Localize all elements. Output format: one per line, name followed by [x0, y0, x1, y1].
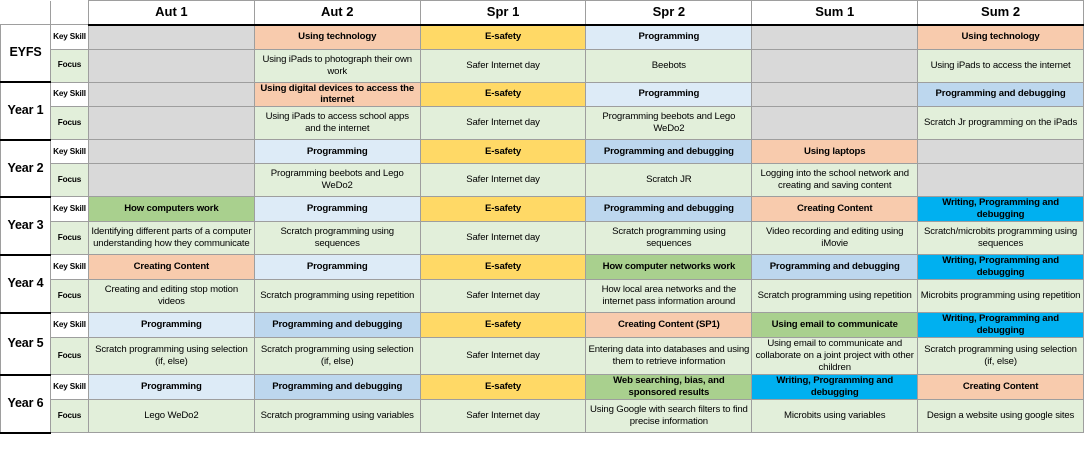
year-label[interactable]: Year 4	[1, 255, 51, 313]
focus-cell[interactable]: Scratch programming using selection (if, else)	[254, 338, 420, 375]
year-label[interactable]: Year 3	[1, 197, 51, 255]
focus-cell[interactable]: Safer Internet day	[420, 338, 586, 375]
key-skill-cell[interactable]: Programming and debugging	[752, 255, 918, 280]
key-skill-cell[interactable]: Creating Content	[88, 255, 254, 280]
focus-cell[interactable]: Programming beebots and Lego WeDo2	[586, 107, 752, 140]
year-label[interactable]: EYFS	[1, 25, 51, 83]
key-skill-cell[interactable]: Writing, Programming and debugging	[918, 255, 1084, 280]
key-skill-cell[interactable]: E-safety	[420, 140, 586, 164]
focus-cell[interactable]: How local area networks and the internet pass information around	[586, 280, 752, 313]
focus-cell[interactable]: Video recording and editing using iMovie	[752, 222, 918, 255]
focus-cell[interactable]: Scratch programming using selection (if, else)	[88, 338, 254, 375]
focus-row	[1, 400, 1084, 433]
focus-label[interactable]: Focus	[50, 222, 88, 255]
term-header[interactable]: Spr 1	[420, 1, 586, 25]
focus-cell[interactable]: Safer Internet day	[420, 49, 586, 82]
focus-cell[interactable]: Using iPads to access school apps and the internet	[254, 107, 420, 140]
focus-cell[interactable]: Lego WeDo2	[88, 400, 254, 433]
term-header[interactable]: Sum 1	[752, 1, 918, 25]
focus-row	[1, 107, 1084, 140]
key-skill-cell[interactable]: E-safety	[420, 375, 586, 400]
key-skill-cell[interactable]: Programming and debugging	[586, 197, 752, 222]
key-skill-cell[interactable]: Using email to communicate	[752, 313, 918, 338]
key-skill-label[interactable]: Key Skill	[50, 255, 88, 280]
focus-cell[interactable]: Scratch programming using selection (if, else)	[918, 338, 1084, 375]
focus-cell[interactable]: Scratch programming using sequences	[586, 222, 752, 255]
focus-row	[1, 164, 1084, 197]
key-skill-cell[interactable]	[752, 25, 918, 50]
key-skill-label[interactable]: Key Skill	[50, 140, 88, 164]
key-skill-cell[interactable]: Web searching, bias, and sponsored results	[586, 375, 752, 400]
focus-cell[interactable]: Using iPads to photograph their own work	[254, 49, 420, 82]
focus-label[interactable]: Focus	[50, 280, 88, 313]
focus-cell[interactable]: Scratch JR	[586, 164, 752, 197]
focus-cell[interactable]: Safer Internet day	[420, 164, 586, 197]
key-skill-cell[interactable]: How computers work	[88, 197, 254, 222]
focus-cell[interactable]	[88, 49, 254, 82]
key-skill-cell[interactable]	[918, 140, 1084, 164]
key-skill-cell[interactable]: Using technology	[918, 25, 1084, 50]
key-skill-cell[interactable]: Programming and debugging	[918, 82, 1084, 107]
year-label[interactable]: Year 6	[1, 375, 51, 433]
focus-cell[interactable]: Safer Internet day	[420, 280, 586, 313]
year-label[interactable]: Year 5	[1, 313, 51, 375]
year-label[interactable]: Year 2	[1, 140, 51, 197]
key-skill-cell[interactable]: How computer networks work	[586, 255, 752, 280]
focus-label[interactable]: Focus	[50, 338, 88, 375]
focus-label[interactable]: Focus	[50, 107, 88, 140]
focus-cell[interactable]: Safer Internet day	[420, 107, 586, 140]
corner-cell	[1, 1, 51, 25]
key-skill-cell[interactable]: Programming	[254, 255, 420, 280]
key-skill-cell[interactable]: Programming	[254, 140, 420, 164]
focus-cell[interactable]	[88, 107, 254, 140]
focus-cell[interactable]: Logging into the school network and creating and saving content	[752, 164, 918, 197]
focus-cell[interactable]: Scratch Jr programming on the iPads	[918, 107, 1084, 140]
focus-cell[interactable]: Using Google with search filters to find precise information	[586, 400, 752, 433]
focus-cell[interactable]: Safer Internet day	[420, 400, 586, 433]
focus-cell[interactable]: Using iPads to access the internet	[918, 49, 1084, 82]
key-skill-cell[interactable]	[88, 82, 254, 107]
key-skill-cell[interactable]: Programming	[254, 197, 420, 222]
key-skill-cell[interactable]: Using laptops	[752, 140, 918, 164]
key-skill-label[interactable]: Key Skill	[50, 313, 88, 338]
key-skill-row	[1, 25, 1084, 50]
key-skill-cell[interactable]: Using digital devices to access the internet	[254, 82, 420, 107]
term-header[interactable]: Sum 2	[918, 1, 1084, 25]
key-skill-row	[1, 255, 1084, 280]
corner-cell	[50, 1, 88, 25]
key-skill-cell[interactable]	[88, 140, 254, 164]
focus-cell[interactable]: Using email to communicate and collaborate on a joint project with other children	[752, 338, 918, 375]
key-skill-cell[interactable]: E-safety	[420, 255, 586, 280]
key-skill-cell[interactable]: Programming	[88, 375, 254, 400]
key-skill-cell[interactable]: Writing, Programming and debugging	[918, 313, 1084, 338]
key-skill-cell[interactable]: Writing, Programming and debugging	[752, 375, 918, 400]
key-skill-cell[interactable]: Using technology	[254, 25, 420, 50]
key-skill-cell[interactable]: E-safety	[420, 313, 586, 338]
key-skill-cell[interactable]: Programming and debugging	[254, 375, 420, 400]
term-header-row	[1, 1, 1084, 25]
term-header[interactable]: Aut 2	[254, 1, 420, 25]
key-skill-row	[1, 140, 1084, 164]
focus-cell[interactable]: Beebots	[586, 49, 752, 82]
key-skill-label[interactable]: Key Skill	[50, 82, 88, 107]
year-label[interactable]: Year 1	[1, 82, 51, 140]
curriculum-body	[1, 25, 1084, 433]
key-skill-cell[interactable]: Programming and debugging	[586, 140, 752, 164]
term-header[interactable]: Spr 2	[586, 1, 752, 25]
focus-row	[1, 49, 1084, 82]
key-skill-label[interactable]: Key Skill	[50, 25, 88, 50]
focus-row	[1, 338, 1084, 375]
focus-label[interactable]: Focus	[50, 164, 88, 197]
focus-cell[interactable]: Scratch programming using repetition	[752, 280, 918, 313]
focus-cell[interactable]: Scratch/microbits programming using sequences	[918, 222, 1084, 255]
key-skill-row	[1, 82, 1084, 107]
key-skill-label[interactable]: Key Skill	[50, 197, 88, 222]
focus-cell[interactable]: Microbits using variables	[752, 400, 918, 433]
key-skill-cell[interactable]: Programming and debugging	[254, 313, 420, 338]
focus-cell[interactable]: Scratch programming using variables	[254, 400, 420, 433]
focus-row	[1, 222, 1084, 255]
key-skill-row	[1, 197, 1084, 222]
key-skill-cell[interactable]: E-safety	[420, 82, 586, 107]
focus-cell[interactable]: Design a website using google sites	[918, 400, 1084, 433]
key-skill-cell[interactable]: E-safety	[420, 197, 586, 222]
focus-cell[interactable]: Scratch programming using sequences	[254, 222, 420, 255]
key-skill-row	[1, 313, 1084, 338]
key-skill-cell[interactable]	[88, 25, 254, 50]
key-skill-cell[interactable]	[752, 82, 918, 107]
key-skill-cell[interactable]: Programming	[88, 313, 254, 338]
focus-label[interactable]: Focus	[50, 400, 88, 433]
focus-cell[interactable]: Identifying different parts of a computer understanding how they communicate	[88, 222, 254, 255]
focus-row	[1, 280, 1084, 313]
focus-cell[interactable]	[752, 49, 918, 82]
key-skill-cell[interactable]: Creating Content (SP1)	[586, 313, 752, 338]
focus-cell[interactable]: Creating and editing stop motion videos	[88, 280, 254, 313]
key-skill-cell[interactable]: E-safety	[420, 25, 586, 50]
key-skill-cell[interactable]: Creating Content	[918, 375, 1084, 400]
key-skill-cell[interactable]: Writing, Programming and debugging	[918, 197, 1084, 222]
focus-cell[interactable]	[752, 107, 918, 140]
key-skill-row	[1, 375, 1084, 400]
key-skill-cell[interactable]: Creating Content	[752, 197, 918, 222]
focus-cell[interactable]: Entering data into databases and using them to retrieve information	[586, 338, 752, 375]
focus-cell[interactable]: Scratch programming using repetition	[254, 280, 420, 313]
term-header[interactable]: Aut 1	[88, 1, 254, 25]
focus-label[interactable]: Focus	[50, 49, 88, 82]
focus-cell[interactable]: Safer Internet day	[420, 222, 586, 255]
key-skill-cell[interactable]: Programming	[586, 82, 752, 107]
focus-cell[interactable]	[918, 164, 1084, 197]
key-skill-cell[interactable]: Programming	[586, 25, 752, 50]
key-skill-label[interactable]: Key Skill	[50, 375, 88, 400]
focus-cell[interactable]	[88, 164, 254, 197]
focus-cell[interactable]: Programming beebots and Lego WeDo2	[254, 164, 420, 197]
focus-cell[interactable]: Microbits programming using repetition	[918, 280, 1084, 313]
